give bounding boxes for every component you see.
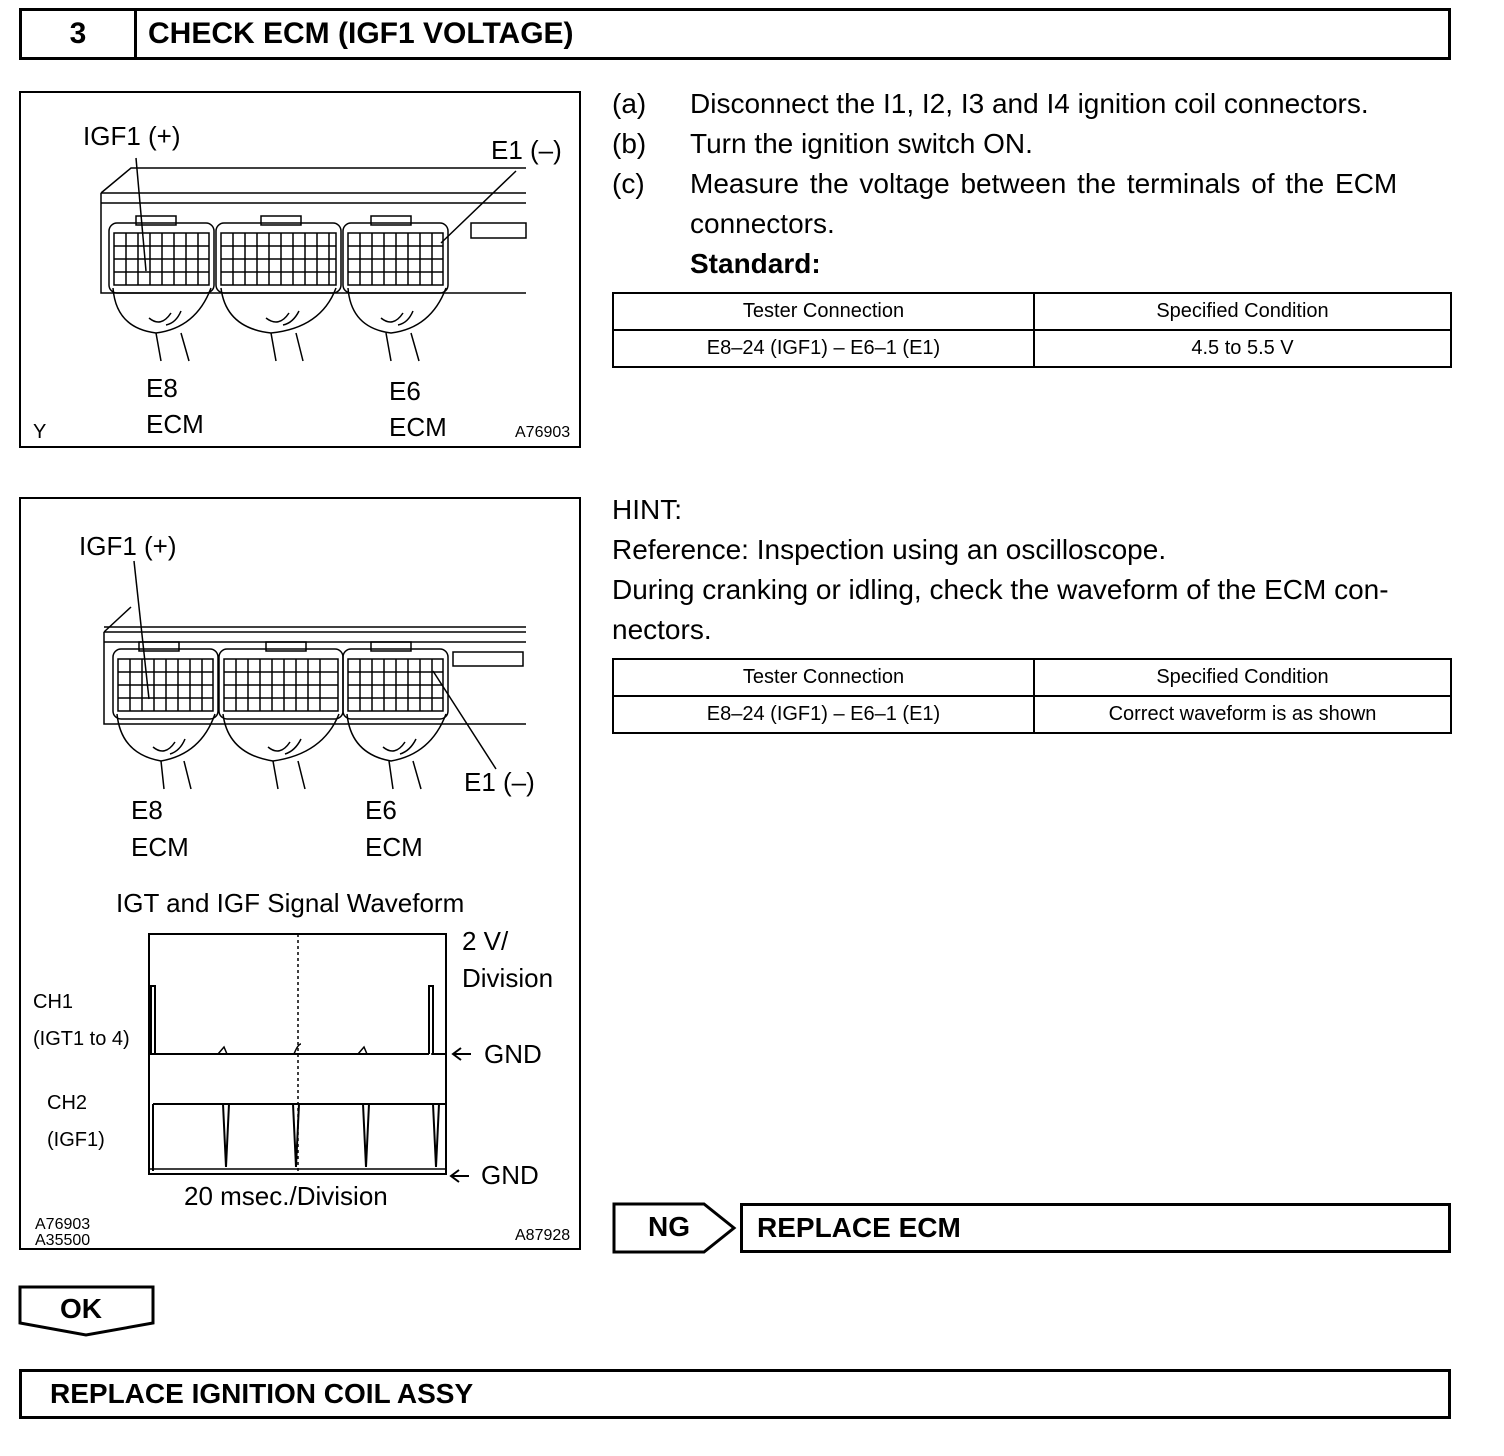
gnd-label-ch1: GND — [484, 1039, 542, 1069]
table-cell: 4.5 to 5.5 V — [1034, 330, 1451, 367]
standard-label: Standard: — [690, 248, 821, 279]
instruction-step-a — [612, 88, 1452, 122]
ch2-label: CH2 — [47, 1092, 88, 1114]
label-igf1-plus: IGF1 (+) — [79, 531, 177, 561]
step-letter: (c) — [612, 168, 645, 199]
table-cell: E8–24 (IGF1) – E6–1 (E1) — [613, 330, 1034, 367]
table-header-cell: Tester Connection — [613, 293, 1034, 330]
table-header-cell: Tester Connection — [613, 659, 1034, 696]
instruction-step-c-continued: connectors. — [690, 208, 835, 239]
step-text: Measure the voltage between the terminals of the ECM — [690, 168, 1398, 199]
step-text: Turn the ignition switch ON. — [690, 128, 1033, 159]
label-e6: E6 — [389, 376, 421, 406]
ok-action-text: REPLACE IGNITION COIL ASSY — [50, 1378, 474, 1409]
step-header — [19, 8, 1451, 60]
label-e8-ecm: ECM — [146, 409, 204, 439]
step-letter: (b) — [612, 128, 647, 159]
table-header-row — [613, 293, 1451, 330]
label-e1-minus: E1 (–) — [491, 135, 562, 165]
label-e6-ecm: ECM — [365, 832, 423, 862]
step-text: Disconnect the I1, I2, I3 and I4 ignition coil connectors. — [690, 88, 1369, 119]
table-row — [613, 696, 1451, 733]
ch1-sublabel: (IGT1 to 4) — [33, 1028, 130, 1050]
table-cell: E8–24 (IGF1) – E6–1 (E1) — [613, 696, 1034, 733]
table-header-cell: Specified Condition — [1034, 659, 1451, 696]
waveform-title: IGT and IGF Signal Waveform — [116, 888, 465, 918]
hint-line-3: nectors. — [612, 614, 712, 645]
figure-id-1: A76903 — [35, 1216, 91, 1233]
ng-result-arrow — [612, 1202, 738, 1254]
label-e8: E8 — [131, 795, 163, 825]
label-e8-ecm: ECM — [131, 832, 189, 862]
time-division-label: 20 msec./Division — [184, 1181, 388, 1211]
hint-line-1: Reference: Inspection using an oscilloscope. — [612, 534, 1167, 565]
table-header-row — [613, 659, 1451, 696]
figure-id: A76903 — [515, 424, 571, 441]
ok-action-box — [19, 1369, 1451, 1419]
table-cell: Correct waveform is as shown — [1034, 696, 1451, 733]
label-e6: E6 — [365, 795, 397, 825]
instruction-step-c — [612, 168, 1452, 202]
label-igf1-plus: IGF1 (+) — [83, 121, 181, 151]
figure-id-3: A87928 — [515, 1227, 571, 1244]
ch2-sublabel: (IGF1) — [47, 1129, 105, 1151]
figure-id-2: A35500 — [35, 1232, 91, 1249]
table-row — [613, 330, 1451, 367]
instruction-step-b — [612, 128, 1452, 162]
volt-division-line2: Division — [462, 963, 554, 993]
spec-table-voltage — [612, 292, 1452, 368]
label-e8: E8 — [146, 373, 178, 403]
table-header-cell: Specified Condition — [1034, 293, 1451, 330]
hint-line-2: During cranking or idling, check the waveform of the ECM con- — [612, 574, 1389, 605]
hint-label: HINT: — [612, 494, 682, 525]
gnd-label-ch2: GND — [481, 1160, 539, 1190]
step-number: 3 — [22, 11, 137, 57]
ok-label: OK — [60, 1293, 102, 1324]
ch1-label: CH1 — [33, 991, 74, 1013]
step-title: CHECK ECM (IGF1 VOLTAGE) — [148, 17, 574, 50]
ng-label: NG — [648, 1211, 690, 1242]
step-letter: (a) — [612, 88, 647, 119]
ng-action-box — [740, 1203, 1451, 1253]
ok-result-arrow — [18, 1285, 156, 1337]
volt-division-line1: 2 V/ — [462, 926, 509, 956]
label-e6-ecm: ECM — [389, 412, 447, 442]
ecm-connector-waveform-figure — [19, 497, 581, 1250]
ng-action-text: REPLACE ECM — [757, 1212, 961, 1243]
ecm-connector-figure-1 — [19, 91, 581, 448]
label-e1-minus: E1 (–) — [464, 767, 535, 797]
corner-letter: Y — [33, 421, 47, 443]
spec-table-waveform — [612, 658, 1452, 734]
